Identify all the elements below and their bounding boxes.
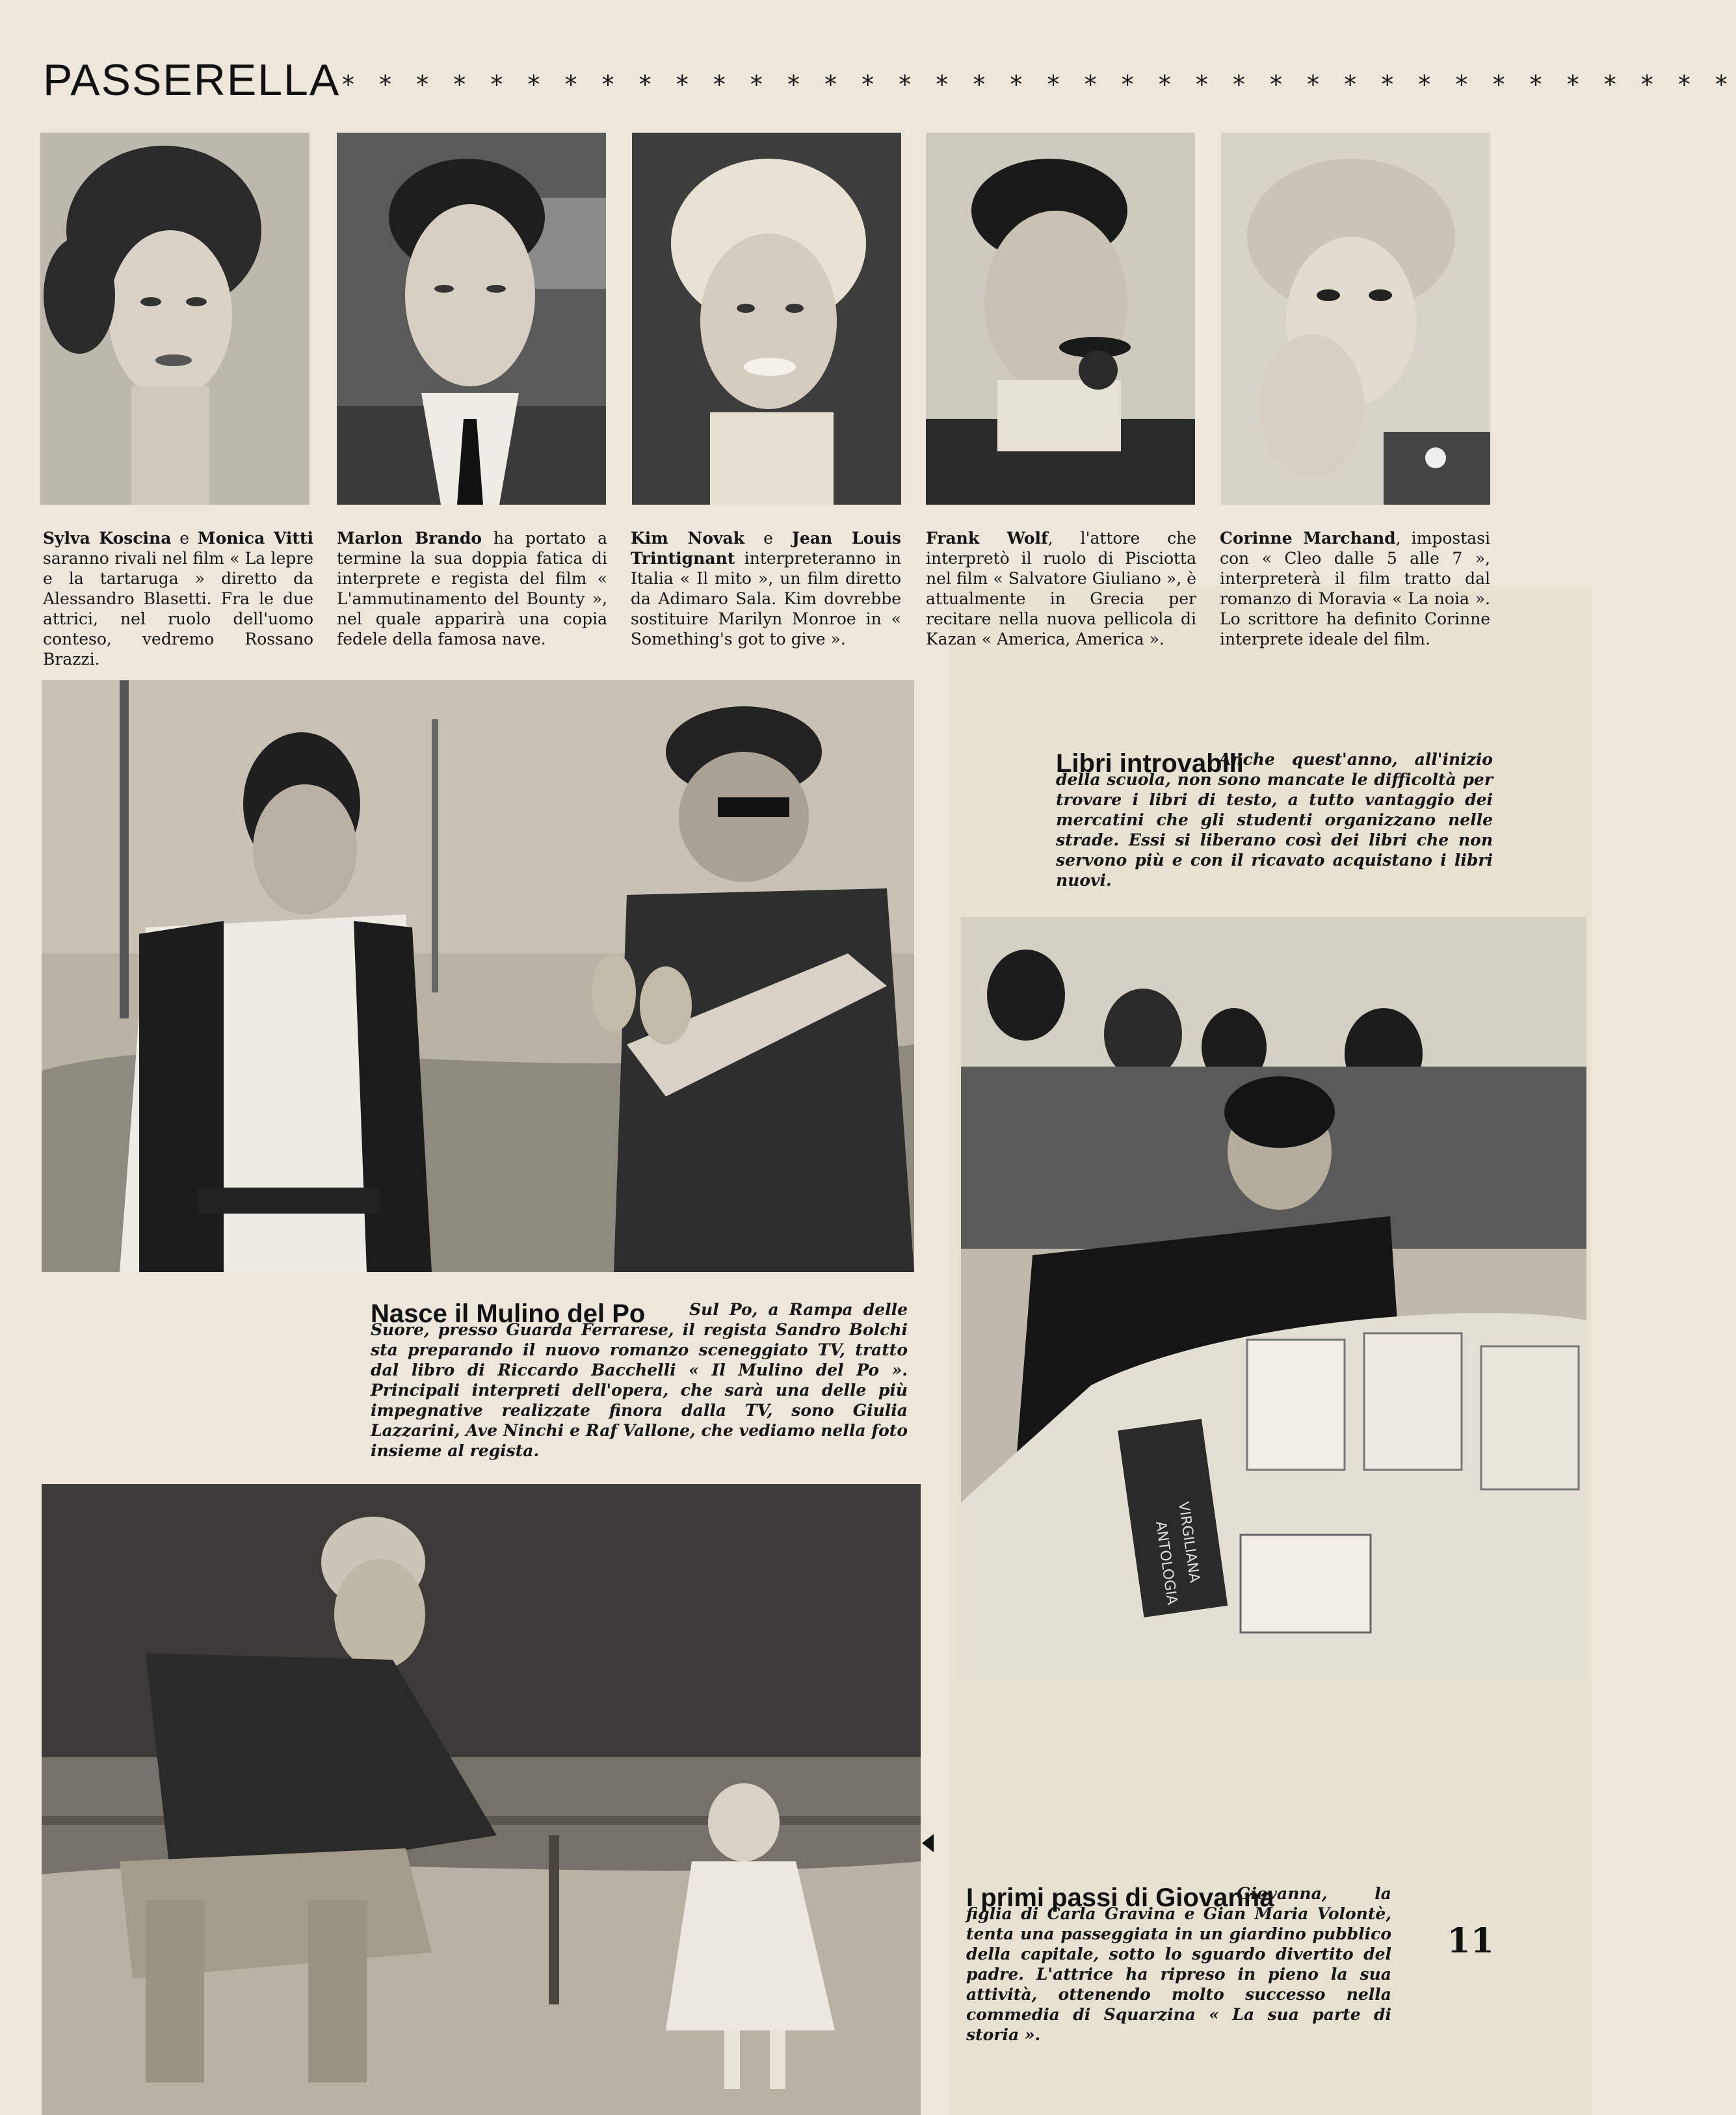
photo-mulino-del-po bbox=[42, 680, 914, 1272]
photo-book-stall bbox=[961, 917, 1586, 1679]
photo-kim-novak bbox=[632, 133, 901, 505]
book-cover-title: ANTOLOGIA bbox=[1152, 1520, 1180, 1606]
caption-koscina-vitti bbox=[43, 528, 313, 669]
photo-sylva-koscina bbox=[40, 133, 309, 505]
caption-name: Kim Novak bbox=[631, 529, 745, 548]
caption-text: saranno rivali nel film « La lepre e la tartaruga » diretto da Alessandro Blasetti. Fra le due attrici, nel ruolo dell'uomo conteso, vedremo Rossano Brazzi. bbox=[43, 549, 313, 669]
masthead bbox=[43, 55, 1736, 107]
caption-text: interpreteranno in Italia « Il mito », un film diretto da Adimaro Sala. Kim dovrebbe sostituire Marilyn Monroe in « Something's got to give ». bbox=[631, 549, 901, 648]
caption-text: , impostasi con « Cleo dalle 5 alle 7 », interpreterà il film tratto dal romanzo di Moravia « La noia ». Lo scrittore ha definito Corinne interprete ideale del film. bbox=[1220, 529, 1490, 648]
caption-connector: e bbox=[171, 529, 198, 548]
caption-name: Sylva Koscina bbox=[43, 529, 172, 548]
section-title: PASSERELLA bbox=[43, 55, 341, 105]
story-libri-introvabili: Anche quest'anno, all'inizio della scuola, non sono mancate le difficoltà per trovare i libri di testo, a tutto vantaggio dei mercatini che gli studenti organizzano nelle strade. Essi si liberano così dei libri che non servono più e con il ricavato acquistano i libri nuovi. bbox=[1056, 750, 1493, 890]
story-mulino-del-po: Sul Po, a Rampa delle Suore, presso Guarda Ferrarese, il regista Sandro Bolchi sta preparando il nuovo romanzo sceneggiato TV, tratto dal libro di Riccardo Bacchelli « Il Mulino del Po ». Principali interpreti dell'opera, che sarà una delle più impegnative realizzate finora dalla TV, sono Giulia Lazzarini, Ave Ninchi e Raf Vallone, che vediamo nella foto insieme al regista. bbox=[371, 1300, 908, 1460]
caption-name: Frank Wolf bbox=[926, 529, 1048, 548]
caption-name: Marlon Brando bbox=[337, 529, 482, 548]
caption-name: Corinne Marchand bbox=[1220, 529, 1396, 548]
caption-connector: e bbox=[744, 529, 793, 548]
story-primi-passi-giovanna: Giovanna, la figlia di Carla Gravina e Gian Maria Volontè, tenta una passeggiata in un giardino pubblico della capitale, sotto lo sguardo divertito del padre. L'attrice ha ripreso in pieno la sua attività, ottenendo molto successo nella commedia di Squarzina « La sua parte di storia ». bbox=[966, 1884, 1391, 2044]
photo-corinne-marchand bbox=[1221, 133, 1490, 505]
heading-mulino-del-po: Nasce il Mulino del Po bbox=[371, 1299, 646, 1328]
heading-libri-introvabili: Libri introvabili bbox=[1056, 749, 1244, 778]
book-cover-subtitle: VIRGILIANA bbox=[1175, 1500, 1203, 1584]
caption-name-secondary: Monica Vitti bbox=[197, 529, 313, 548]
photo-frank-wolf bbox=[926, 133, 1195, 505]
caption-pointer-icon bbox=[922, 1834, 934, 1852]
ghost-text-watermark bbox=[1053, 624, 1062, 663]
star-rule: * * * * * * * * * * * * * * * * * * * * * * * * * * * * * * * * * * * * * * bbox=[342, 70, 1736, 99]
caption-name-secondary: Jean Louis Trintignant bbox=[631, 529, 901, 568]
photo-marlon-brando bbox=[337, 133, 606, 505]
caption-corinne-marchand bbox=[1220, 528, 1490, 649]
page-number: 11 bbox=[1447, 1921, 1494, 1961]
photo-primi-passi-giovanna bbox=[42, 1484, 921, 2115]
caption-brando bbox=[337, 528, 607, 649]
caption-novak-trintignant bbox=[631, 528, 901, 649]
caption-text: ha portato a termine la sua doppia fatica di interprete e regista del film « L'ammutinamento del Bounty », nel quale apparirà una copia fedele della famosa nave. bbox=[337, 529, 607, 648]
heading-primi-passi-giovanna: I primi passi di Giovanna bbox=[966, 1883, 1274, 1912]
caption-text: , l'attore che interpretò il ruolo di Pisciotta nel film « Salvatore Giuliano », è attualmente in Grecia per recitare nella nuova pellicola di Kazan « America, America ». bbox=[926, 529, 1196, 648]
